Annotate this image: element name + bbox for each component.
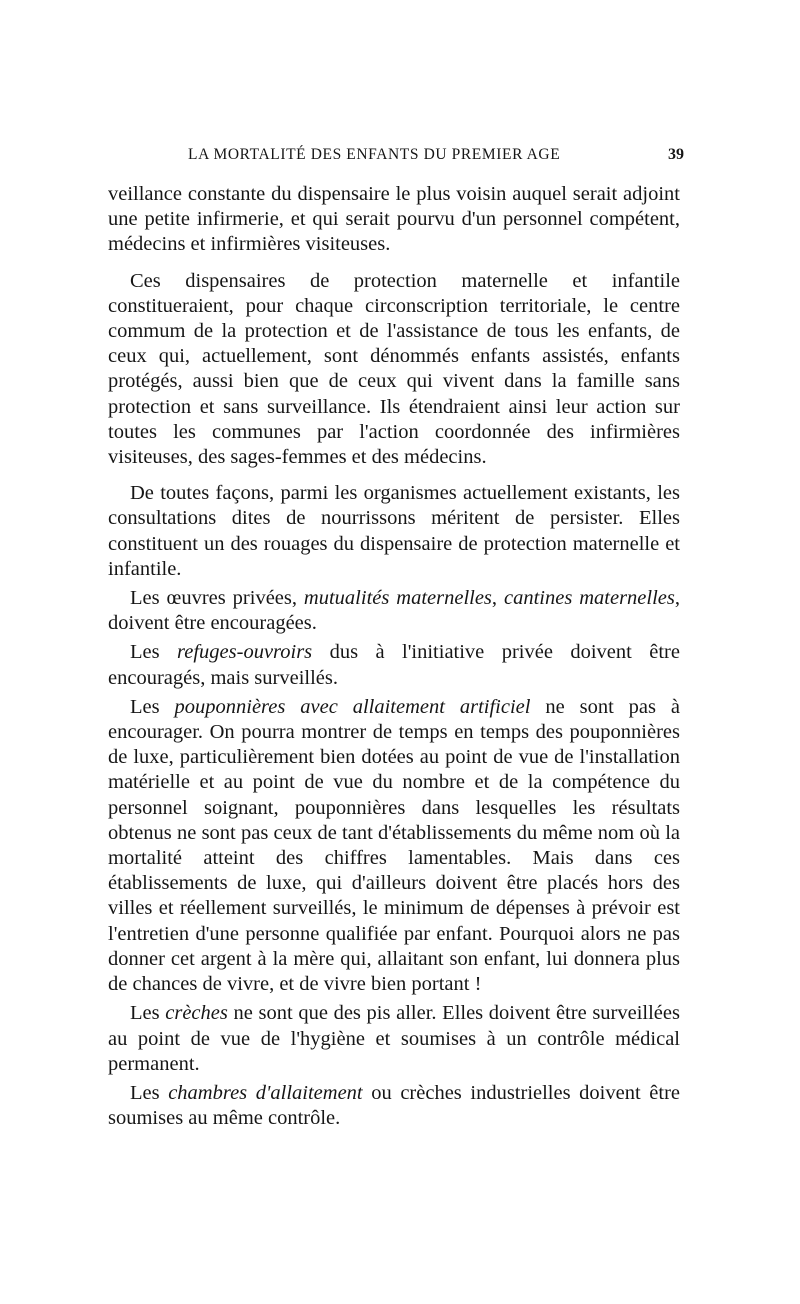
paragraph-3: De toutes façons, parmi les organismes actuellement existants, les consultations dites de nourrissons méritent de persister. Elles constituent un des rouages du dispensaire de protection maternelle et infantile.	[108, 482, 680, 580]
text-run: dus à l'initiative privée doivent être encouragés, mais surveillés.	[108, 641, 680, 689]
text-run: ne sont que des pis aller. Elles doivent être surveillées au point de vue de l'hygiène et soumises à un contrôle médical permanent.	[108, 1002, 680, 1075]
text-run: Les œuvres privées,	[130, 587, 304, 610]
italic-term: crèches	[165, 1002, 228, 1025]
running-title: LA MORTALITÉ DES ENFANTS DU PREMIER AGE	[188, 146, 561, 163]
italic-term: pouponnières avec allaitement artificiel	[174, 695, 531, 718]
paragraph-2: Ces dispensaires de protection maternelle et infantile constitueraient, pour chaque circonscription territoriale, le centre commum de la protection et de l'assistance de tous les enfants, de ceux qui, actuellement, sont dénommés enfants assistés, enfants protégés, aussi bien que de ceux qui vivent dans la famille sans protection et sans surveillance. Ils étendraient ainsi leur action sur toutes les communes par l'action coordonnée des infirmières visiteuses, des sages-femmes et des médecins.	[108, 269, 680, 469]
italic-term: refuges-ouvroirs	[177, 641, 313, 664]
page-header	[108, 146, 688, 170]
paragraph-8	[108, 1081, 680, 1131]
text-run: ou crèches industrielles doivent être soumises au même contrôle.	[108, 1081, 680, 1130]
paragraph-7	[108, 1001, 680, 1077]
body-text	[108, 182, 680, 1131]
paragraph-4	[108, 586, 680, 636]
text-run: ,	[491, 587, 504, 610]
text-run: , doivent être encouragées.	[108, 587, 680, 635]
text-run: ne sont pas à encourager. On pourra montrer de temps en temps des pouponnières de luxe, particulièrement bien dotées au point de vue de l'installation matérielle et au point de vue du nombre et de la compétence du personnel soignant, pouponnières dans lesquelles les résultats obtenus ne sont pas ceux de tant d'établissements du même nom où la mortalité atteint des chiffres lamentables. Mais dans ces établissements de luxe, qui d'ailleurs doivent être placés hors des villes et réellement surveillés, le minimum de dépenses à prévoir est l'entretien d'une personne qualifiée par enfant. Pourquoi alors ne pas donner cet argent à la mère qui, allaitant son enfant, lui donnera plus de chances de vivre, et de vivre bien portant !	[108, 695, 680, 996]
text-run: Les	[130, 641, 178, 664]
paragraph-5	[108, 640, 680, 690]
paragraph-1: veillance constante du dispensaire le plus voisin auquel serait adjoint une petite infirmerie, et qui serait pourvu d'un personnel compétent, médecins et infirmières visiteuses.	[108, 183, 680, 256]
text-run: Les	[130, 1002, 166, 1025]
italic-term: cantines maternelles	[503, 587, 675, 610]
italic-term: mutualités maternelles	[303, 587, 492, 610]
paragraph-6	[108, 695, 680, 997]
text-run: Les	[130, 1081, 169, 1104]
page-number: 39	[668, 146, 684, 163]
italic-term: chambres d'allaitement	[168, 1081, 363, 1104]
text-run: Les	[130, 695, 175, 718]
